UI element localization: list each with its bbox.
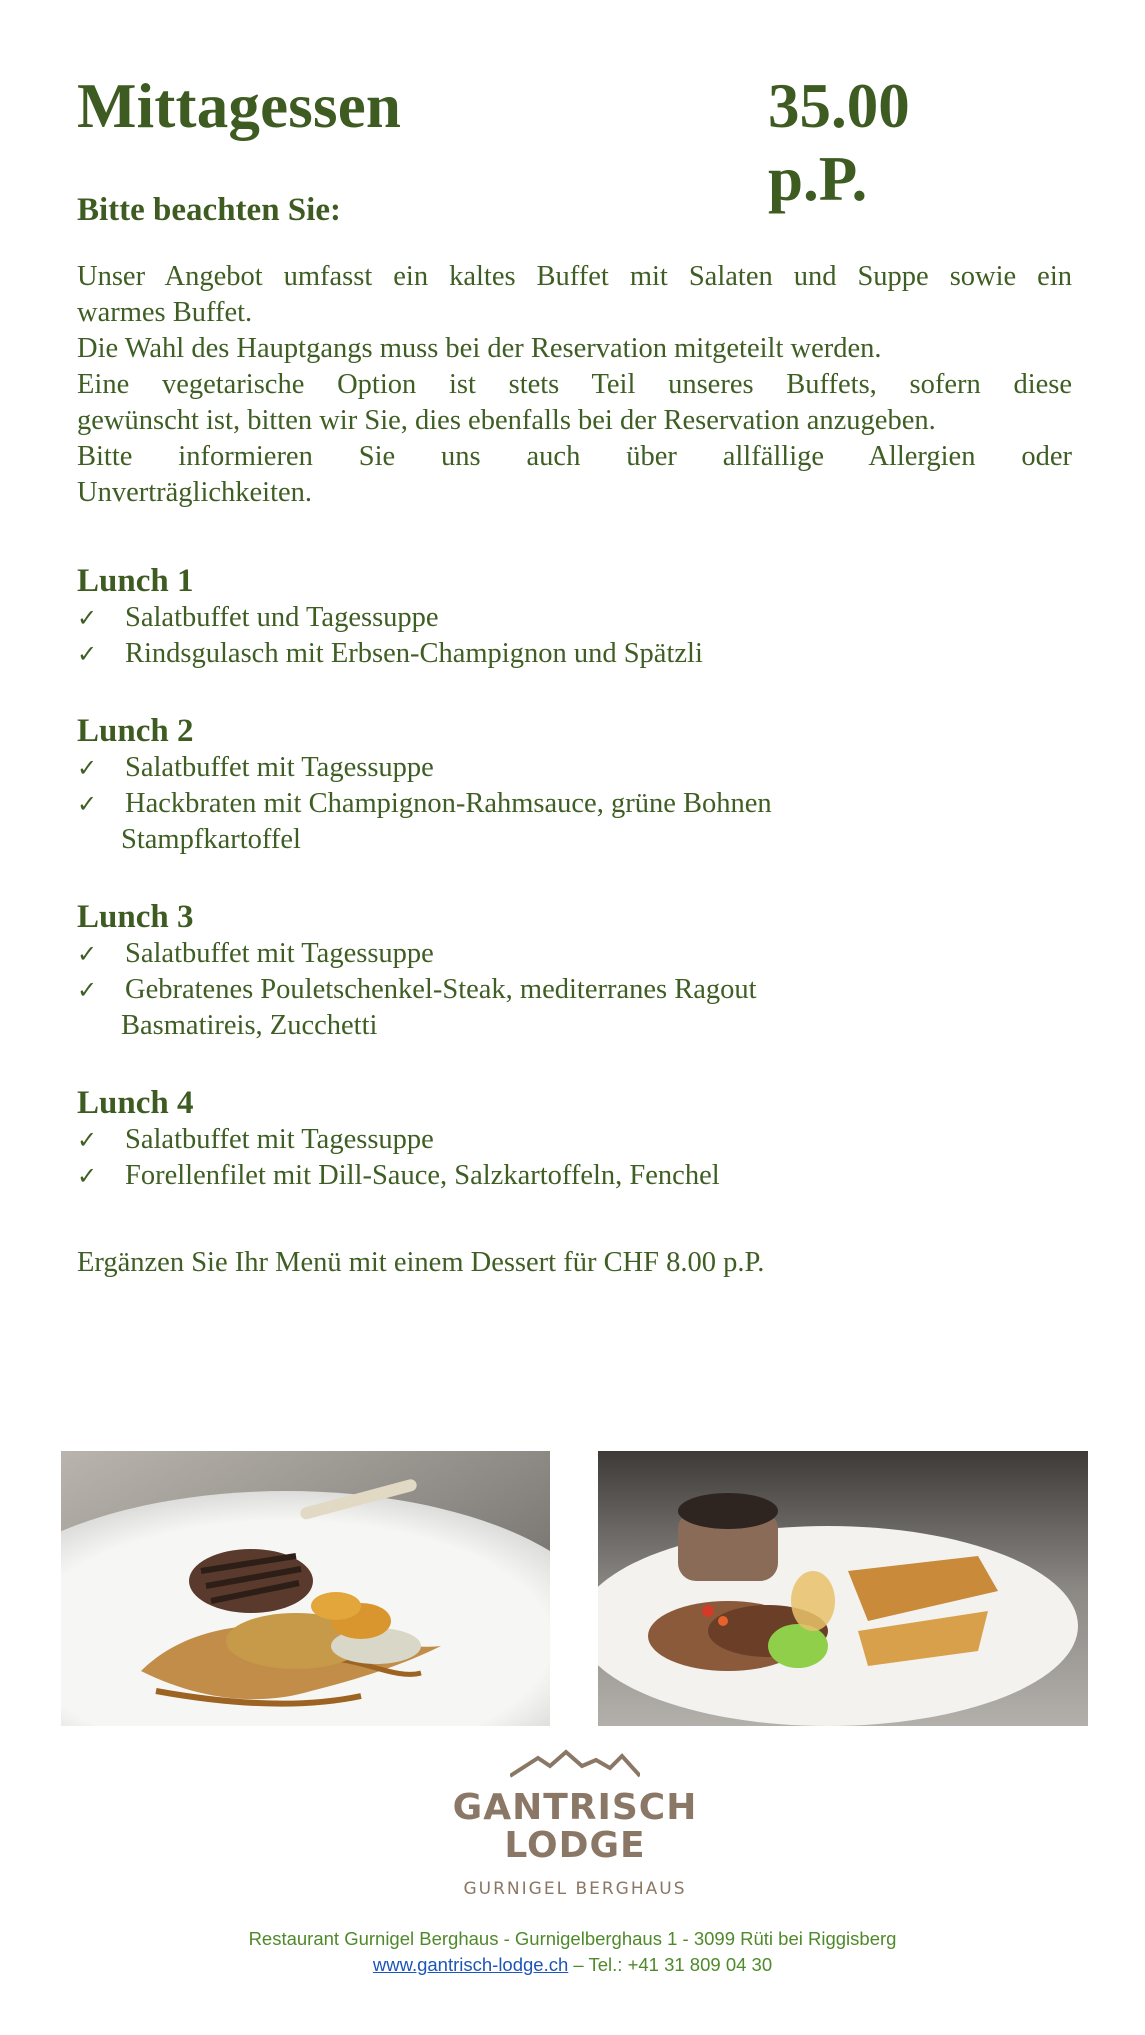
checkmark-icon: ✓ [77, 640, 98, 668]
notice-line: Unverträglichkeiten. [77, 477, 313, 508]
website-link[interactable]: www.gantrisch-lodge.ch [372, 1954, 569, 1975]
notice-line: Unser Angebot umfasst ein kaltes Buffet mit Salaten und Suppe sowie ein [77, 261, 1072, 292]
list-item [77, 936, 1077, 972]
logo-text-gantrisch: GANTRISCH [452, 1787, 698, 1828]
notice-text [77, 259, 1072, 511]
item-text: Salatbuffet mit Tagessuppe [125, 938, 434, 969]
footer-contact [0, 1952, 1145, 1978]
lunch-title: Lunch 2 [77, 713, 194, 749]
list-item [77, 786, 1077, 822]
item-text: Salatbuffet mit Tagessuppe [125, 1124, 434, 1155]
checkmark-icon: ✓ [77, 790, 98, 818]
notice-line: Bitte informieren Sie uns auch über allfällige Allergien oder [77, 441, 1072, 472]
checkmark-icon: ✓ [77, 1162, 98, 1190]
footer [0, 1926, 1145, 1978]
notice-line: Die Wahl des Hauptgangs muss bei der Reservation mitgeteilt werden. [77, 333, 882, 364]
lunch-title: Lunch 1 [77, 563, 194, 599]
notice-line: gewünscht ist, bitten wir Sie, dies ebenfalls bei der Reservation anzugeben. [77, 405, 936, 436]
item-text: Salatbuffet mit Tagessuppe [125, 752, 434, 783]
item-continuation: Stampfkartoffel [121, 824, 301, 855]
checkmark-icon: ✓ [77, 754, 98, 782]
dessert-note: Ergänzen Sie Ihr Menü mit einem Dessert für CHF 8.00 p.P. [77, 1247, 765, 1278]
footer-address: Restaurant Gurnigel Berghaus - Gurnigelberghaus 1 - 3099 Rüti bei Riggisberg [248, 1928, 897, 1949]
notice-heading: Bitte beachten Sie: [77, 192, 341, 228]
item-text: Salatbuffet und Tagessuppe [125, 602, 439, 633]
mountain-icon [510, 1748, 640, 1778]
lunch-1 [77, 562, 1077, 672]
item-continuation: Basmatireis, Zucchetti [121, 1010, 378, 1041]
gantrisch-lodge-logo [420, 1748, 730, 1908]
item-text: Rindsgulasch mit Erbsen-Champignon und Spätzli [125, 638, 703, 669]
price-per-person: 35.00 p.P. [768, 71, 910, 214]
lunch-title: Lunch 3 [77, 899, 194, 935]
item-text: Forellenfilet mit Dill-Sauce, Salzkartoffeln, Fenchel [125, 1160, 720, 1191]
list-item [77, 750, 1077, 786]
checkmark-icon: ✓ [77, 604, 98, 632]
item-text: Hackbraten mit Champignon-Rahmsauce, grüne Bohnen [125, 788, 772, 819]
checkmark-icon: ✓ [77, 940, 98, 968]
page-title: Mittagessen [77, 71, 402, 141]
list-item [77, 1122, 1077, 1158]
lunch-title: Lunch 4 [77, 1085, 194, 1121]
food-photo-steak [598, 1451, 1088, 1726]
checkmark-icon: ✓ [77, 976, 98, 1004]
notice-line: warmes Buffet. [77, 297, 253, 328]
list-item [77, 1158, 1077, 1194]
list-item [77, 636, 1077, 672]
lunch-2 [77, 712, 1077, 858]
footer-phone: – Tel.: +41 31 809 04 30 [568, 1954, 773, 1975]
list-item [77, 600, 1077, 636]
list-item [77, 972, 1077, 1008]
logo-text-lodge: LODGE [504, 1825, 646, 1866]
lunch-3 [77, 898, 1077, 1044]
notice-line: Eine vegetarische Option ist stets Teil unseres Buffets, sofern diese [77, 369, 1072, 400]
food-photo-lamb [61, 1451, 550, 1726]
item-text: Gebratenes Pouletschenkel-Steak, mediterranes Ragout [125, 974, 757, 1005]
checkmark-icon: ✓ [77, 1126, 98, 1154]
lunch-4 [77, 1084, 1077, 1194]
logo-subtitle: GURNIGEL BERGHAUS [463, 1879, 687, 1899]
